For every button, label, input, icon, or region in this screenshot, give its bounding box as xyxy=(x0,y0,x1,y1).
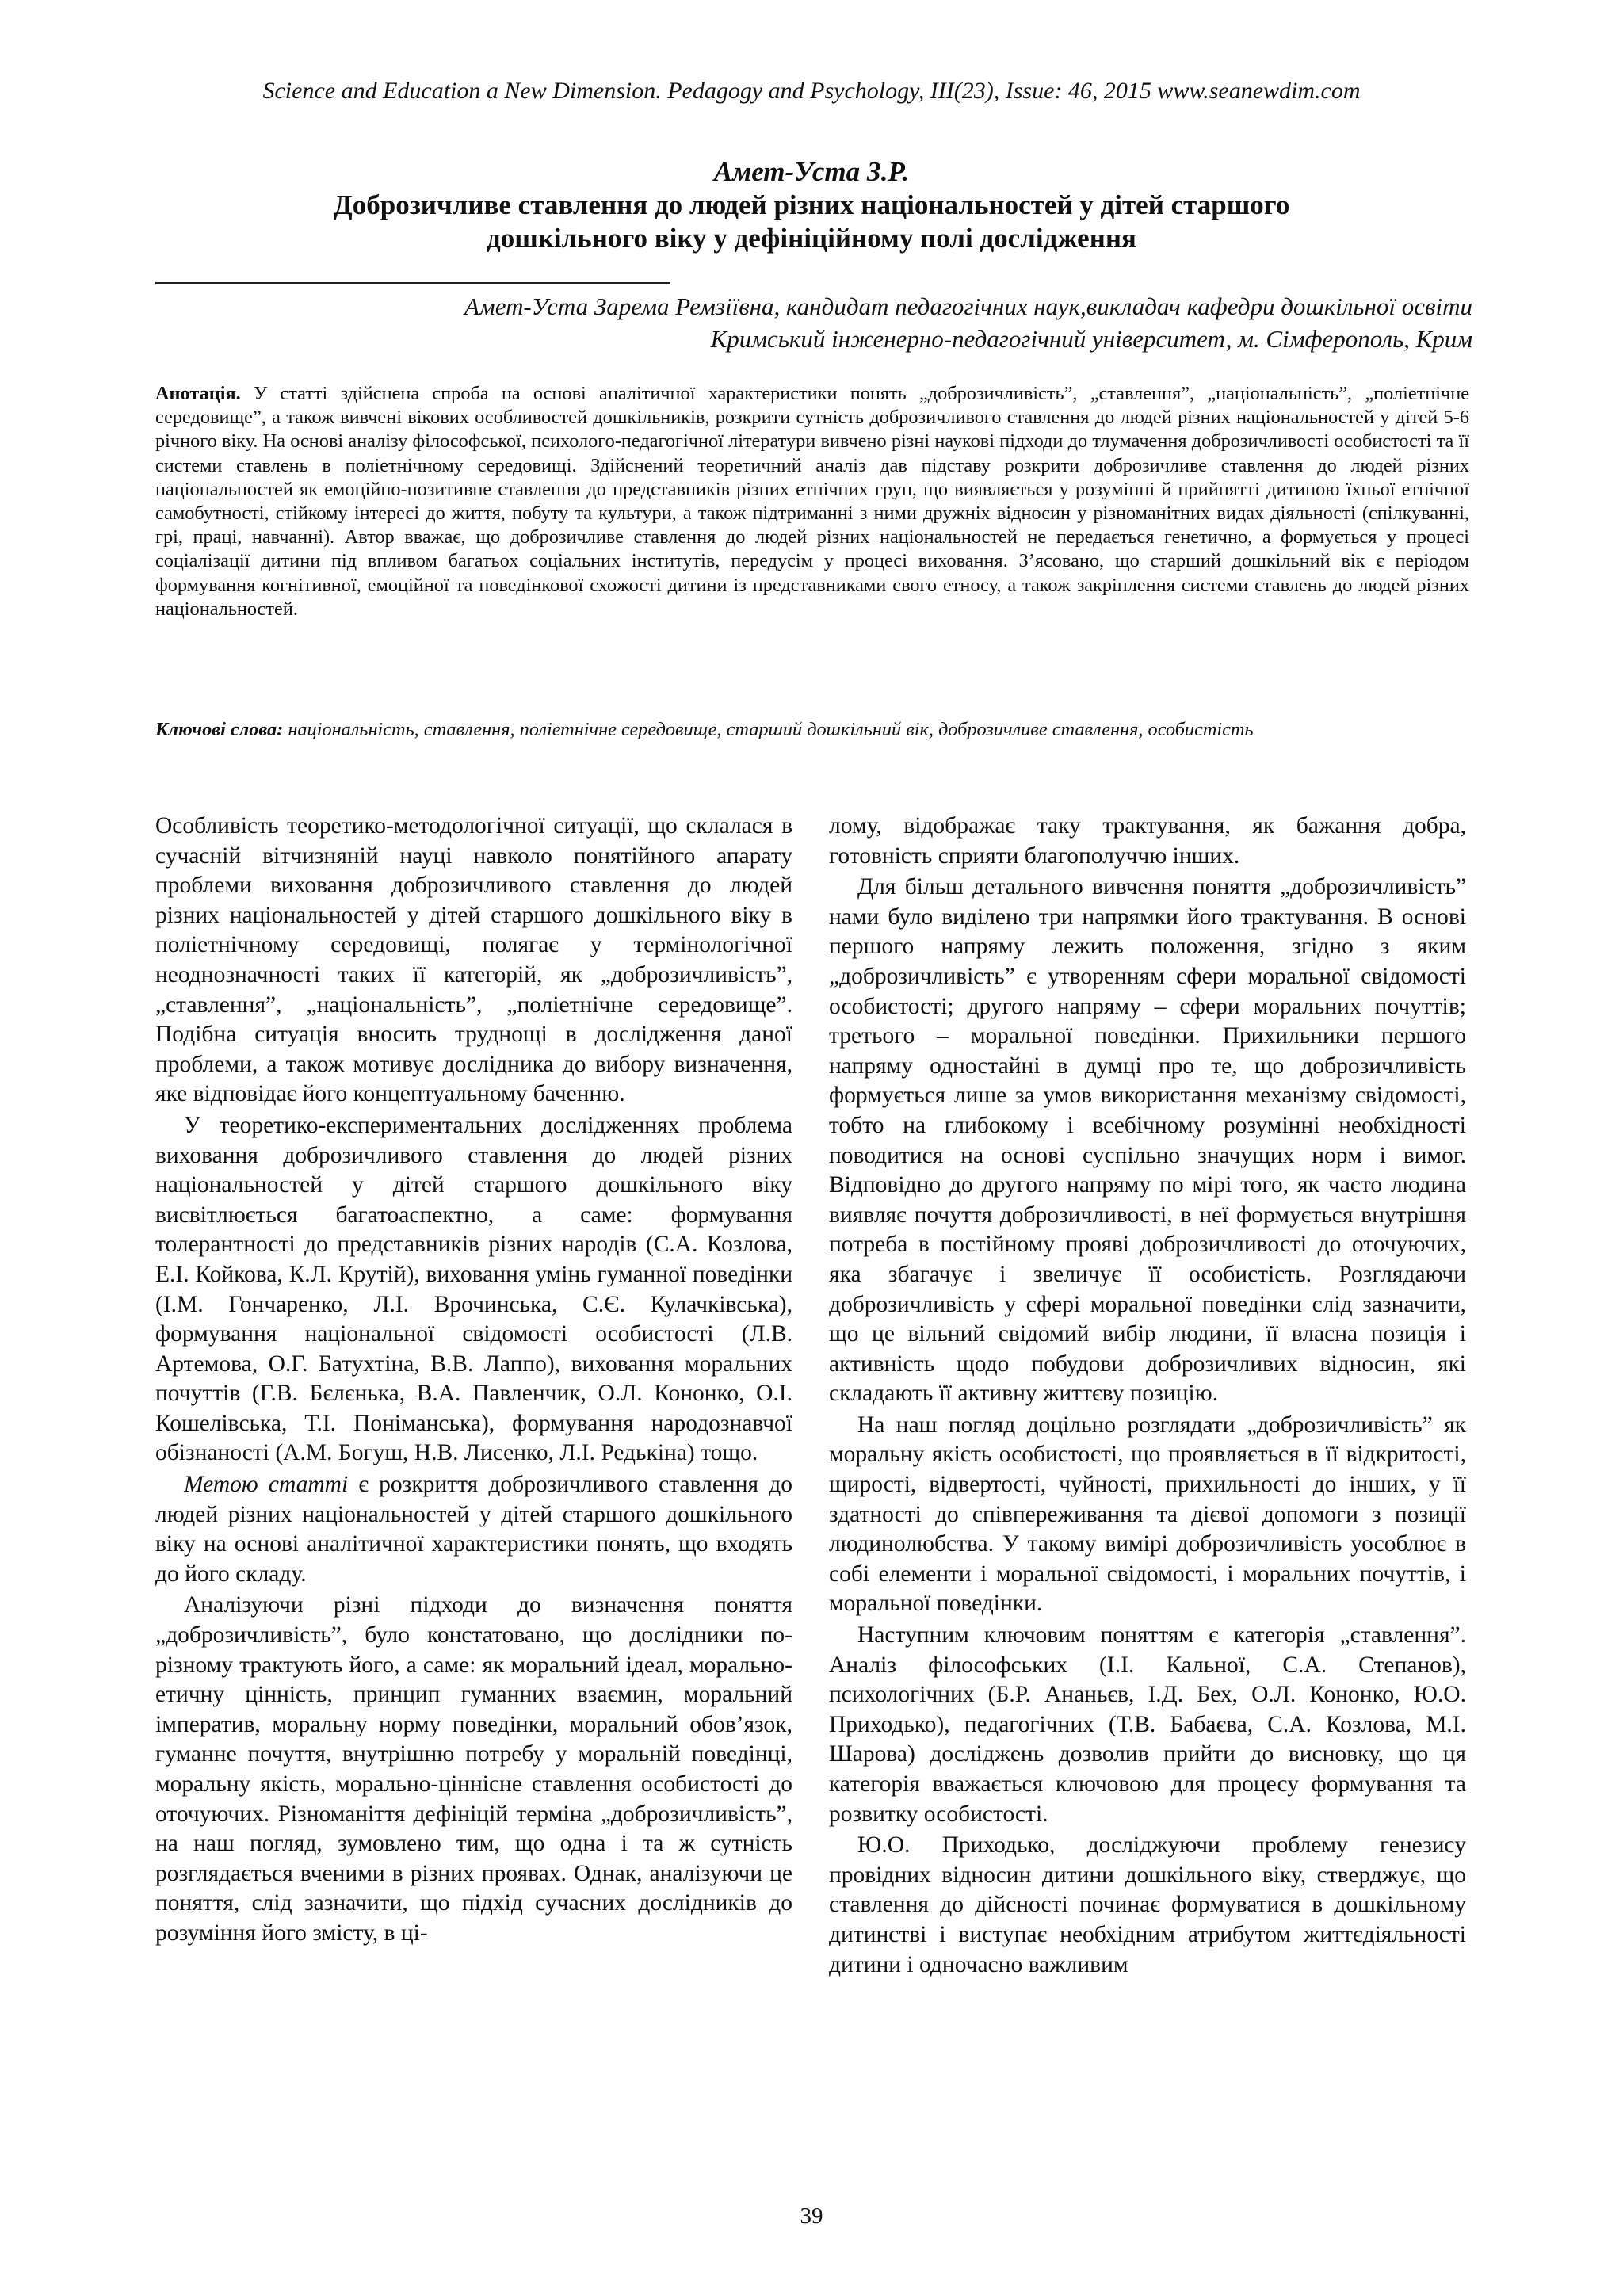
paragraph: Аналізуючи різні підходи до визначення поняття „доброзичливість”, було констатовано, що дослідники по-різному трактують його, а саме: як моральний ідеал, морально-етичну цінність, принцип гуманних взаємин, моральний імператив, моральну норму поведінки, моральний обов’язок, гуманне почуття, внутрішню потребу у моральній поведінці, моральну якість, морально-ціннісне ставлення особистості до оточуючих. Різноманіття дефініцій терміна „доброзичливість”, на наш погляд, зумовлено тим, що одна і та ж сутність розглядається вченими в різних проявах. Однак, аналізуючи це поняття, слід зазначити, що підхід сучасних дослідників до розуміння його змісту, в ці- xyxy=(155,1592,792,1946)
paper-title-line-2: дошкільного віку у дефініційному полі дослідження xyxy=(486,223,1136,254)
paragraph: Для більш детального вивчення поняття „доброзичливість” нами було виділено три напрямки його трактування. В основі першого напряму лежить положення, згідно з яким „доброзичливість” є утворенням сфери моральної свідомості особистості; другого напряму – сфери моральних почуттів; третього – моральної поведінки. Прихильники першого напряму одностайні в думці про те, що доброзичливість формується лише за умов використання механізму свідомості, тобто на глибокому і всебічному розумінні необхідності поводитися на основі суспільно значущих норм і вимог. Відповідно до другого напряму по мірі того, як часто людина виявляє почуття доброзичливості, в неї формується внутрішня потреба в постійному прояві доброзичливості до оточуючих, яка збагачує і звеличує її особистість. Розглядаючи доброзичливість у сфері моральної поведінки слід зазначити, що це вільний свідомий вибір людини, її власна позиція і активність щодо побудови доброзичливих відносин, які складають її активну життєву позицію. xyxy=(829,874,1466,1407)
author-title: Амет-Уста З.Р. xyxy=(713,156,910,187)
body-column-right xyxy=(829,812,1466,1981)
page-number: 39 xyxy=(800,2203,823,2229)
aim-text: є розкриття доброзичливого ставлення до людей різних національностей у дітей старшого дошкільного віку на основі аналітичної характеристики понять, що входять до його складу. xyxy=(155,1472,792,1587)
title-block xyxy=(158,155,1465,255)
paragraph: На наш погляд доцільно розглядати „доброзичливість” як моральну якість особистості, що проявляється в її відкритості, щирості, відвертості, чуйності, прихильності до інших, у її здатності до співпереживання та дієвої допомоги з позиції людинолюбства. У такому вимірі доброзичливість уособлює в собі елементи і моральної свідомості, і моральних почуттів, і моральної поведінки. xyxy=(829,1412,1466,1617)
paragraph: Ю.О. Приходько, досліджуючи проблему генезису провідних відносин дитини дошкільного віку, стверджує, що ставлення до дійсності починає формуватися в дошкільному дитинстві і виступає необхідним атрибутом життєдіяльності дитини і одночасно важливим xyxy=(829,1832,1466,1977)
title-divider xyxy=(155,282,670,284)
abstract-label: Анотація. xyxy=(155,383,241,404)
keywords-label: Ключові слова: xyxy=(155,719,284,740)
aim-label: Метою статті xyxy=(184,1472,349,1498)
paragraph: Наступним ключовим поняттям є категорія „ставлення”. Аналіз філософських (І.І. Кальної, С.А. Степанов), психологічних (Б.Р. Ананьєв, І.Д. Бех, О.Л. Кононко, Ю.О. Приходько), педагогічних (Т.В. Бабаєва, С.А. Козлова, М.І. Шарова) досліджень дозволив прийти до висновку, що ця категорія вважається ключовою для процесу формування та розвитку особистості. xyxy=(829,1622,1466,1827)
paper-title-line-1: Доброзичливе ставлення до людей різних національностей у дітей старшого xyxy=(333,189,1290,220)
affiliation xyxy=(284,290,1472,355)
body-column-left xyxy=(155,812,792,1950)
paragraph xyxy=(155,1470,792,1589)
paragraph: У теоретико-експериментальних дослідженнях проблема виховання доброзичливого ставлення до людей різних національностей у дітей старшого дошкільного віку висвітлюється багатоаспектно, а саме: формування толерантності до представників різних народів (С.А. Козлова, Е.І. Койкова, К.Л. Крутій), виховання умінь гуманної поведінки (І.М. Гончаренко, Л.І. Врочинська, С.Є. Кулачківська), формування національної свідомості особистості (Л.В. Артемова, О.Г. Батухтіна, В.В. Лаппо), виховання моральних почуттів (Г.В. Бєлєнька, В.А. Павленчик, О.Л. Кононко, О.І. Кошелівська, Т.І. Поніманська), формування народознавчої обізнаності (А.М. Богуш, Н.В. Лисенко, Л.І. Редькіна) тощо. xyxy=(155,1112,792,1466)
affiliation-institution: Кримський інженерно-педагогічний університет, м. Сімферополь, Крим xyxy=(710,325,1472,353)
abstract-text: У статті здійснена спроба на основі аналітичної характеристики понять „доброзичливість”, „ставлення”, „національність”, „поліетнічне середовище”, а також вивчені вікових особливостей дошкільників, розкрити сутність доброзичливого ставлення до людей різних національностей у дітей 5-6 річного віку. На основі аналізу філософської, психолого-педагогічної літератури вивчено різні наукові підходи до тлумачення доброзичливості особистості та її системи ставлень в поліетнічному середовищі. Здійснений теоретичний аналіз дав підставу розкрити доброзичливе ставлення до людей різних національностей як емоційно-позитивне ставлення до представників різних етнічних груп, що виявляється у розумінні й прийнятті дитиною їхньої етнічної самобутності, стійкому інтересі до життя, побуту та культури, а також підтриманні з ними дружніх відносин у різноманітних видах діяльності (спілкуванні, грі, праці, навчанні). Автор вважає, що доброзичливе ставлення до людей різних національностей не передається генетично, а формується у процесі соціалізації дитини під впливом багатьох соціальних інститутів, передусім у процесі виховання. З’ясовано, що старший дошкільний вік є періодом формування когнітивної, емоційної та поведінкової схожості дитини із представниками свого етносу, а також закріплення системи ставлень до людей різних національностей. xyxy=(155,383,1469,620)
keywords xyxy=(155,718,1469,742)
affiliation-author: Амет-Уста Зарема Ремзіївна, кандидат педагогічних наук,викладач кафедри дошкільної освіти xyxy=(464,292,1472,320)
paragraph: лому, відображає таку трактування, як бажання добра, готовність сприяти благополуччю інших. xyxy=(829,813,1466,869)
abstract xyxy=(155,382,1469,621)
running-head: Science and Education a New Dimension. Pedagogy and Psychology, III(23), Issue: 46, 2015 www.seanewdim.com xyxy=(262,78,1361,104)
paragraph: Особливість теоретико-методологічної ситуації, що склалася в сучасній вітчизняній науці навколо понятійного апарату проблеми виховання доброзичливого ставлення до людей різних національностей у дітей старшого дошкільного віку в поліетнічному середовищі, полягає у термінологічної неоднозначності таких її категорій, як „доброзичливість”, „ставлення”, „національність”, „поліетнічне середовище”. Подібна ситуація вносить труднощі в дослідження даної проблеми, а також мотивує дослідника до вибору визначення, яке відповідає його концептуальному баченню. xyxy=(155,813,792,1107)
keywords-text: національність, ставлення, поліетнічне середовище, старший дошкільний вік, доброзичливе ставлення, особистість xyxy=(288,719,1254,740)
